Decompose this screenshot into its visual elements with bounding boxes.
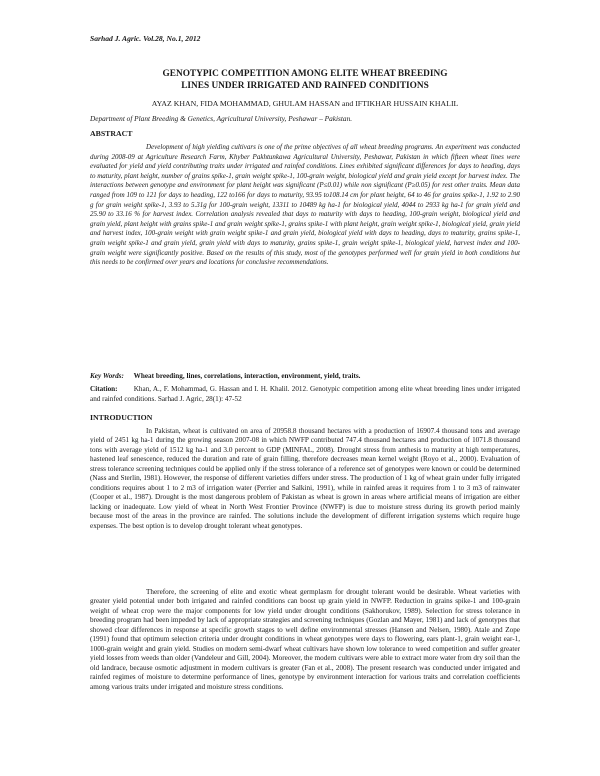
journal-header: Sarhad J. Agric. Vol.28, No.1, 2012 (90, 34, 201, 43)
abstract-body: Development of high yielding cultivars is one of the prime objectives of all wheat breeding programs. An experiment was conducted during 2008-09 at Agriculture Research Farm, Khyber Pakhtunkawa Agricultural University, Peshawar, Pakistan in which fifteen wheat lines were evaluated for yield and yield contributing traits under irrigated and rainfed conditions. Lines exhibited significant differences for days to heading, days to maturity, plant height, number of grains spike-1, grain weight spike-1, 100-grain weight, biological yield and grain yield except for harvest index. The interactions between genotype and environment for plant height was significant (P≤0.01) while non significant (P≥0.05) for rest other traits. Mean data ranged from 109 to 121 for days to heading, 122 to166 for days to maturity, 93.95 to108.14 cm for plant height, 64 to 46 for grains spike-1, 1.92 to 2.90 g for grain weight spike-1, 3.93 to 5.31g for 100-grain weight, 13311 to 10489 kg ha-1 for biological yield, 4044 to 2933 kg ha-1 for grain yield and 25.90 to 33.16 % for harvest index. Correlation analysis revealed that days to maturity with days to heading, 100-grain weight, biological yield and grain yield, plant height with grains spike-1 and grain weight spike-1, grains spike-1 with plant height, grain weight spike-1, biological yield, grain yield and harvest index, 100-grain weight with grain weight spike-1 and grain yield, biological yield with days to heading, days to maturity, grains spike-1, grain weight spike-1 and grain yield, grain yield with days to maturity, grains spike-1, grain weight spike-1, biological yield, harvest index and 100-grain weight were significantly positive. Based on the results of this study, most of the genotypes performed well for grain yield in both conditions but this needs to be confirmed over years and locations for conclusive recommendations. (90, 143, 520, 267)
keywords-label: Key Words: (90, 372, 124, 380)
title-line-2: LINES UNDER IRRIGATED AND RAINFED CONDITIONS (181, 81, 429, 91)
abstract-heading: ABSTRACT (90, 129, 133, 138)
introduction-paragraph-1: In Pakistan, wheat is cultivated on area of 20958.8 thousand hectares with a production of 16907.4 thousand tons and average yield of 2451 kg ha-1 during the growing season 2007-08 in which NWFP contributed 747.4 thousand hectares and production of 1071.8 thousand tons with average yield of 1512 kg ha-1 and 3.0 percent to GDP (MINFAL, 2008). Drought stress from anthesis to maturity at high temperatures, hastened leaf senescence, reduced the duration and rate of grain filling, therefore decreases mean kernel weight (Royo et al., 2000). Evaluation of stress tolerance screening techniques could be applied only if the stress tolerance of a reference set of genotypes were known or could be determined (Nass and Sterlin, 1981). However, the response of different varieties differs under stress. The production of 1 kg of wheat grain under fully irrigated conditions requires about 1 to 2 m3 of irrigation water (Perrier and Salkini, 1991), while in rainfed areas it requires from 1 to 3 m3 of rainwater (Cooper et al., 1987). Drought is the most dangerous problem of Pakistan as wheat is grown in areas where artificial means of irrigation are either lacking or inadequate. Low yield of wheat in North West Frontier Province (NWFP) is due to moisture stress during its growth period mainly because most of the areas in the province are rainfed. The solutions include the development of different irrigation systems which require huge expenses. The best option is to develop drought tolerant wheat genotypes. (90, 427, 520, 530)
affiliation: Department of Plant Breeding & Genetics, Agricultural University, Peshawar – Pakistan. (90, 114, 353, 123)
citation-label: Citation: (90, 385, 118, 393)
citation (90, 385, 520, 405)
author-list: AYAZ KHAN, FIDA MOHAMMAD, GHULAM HASSAN and IFTIKHAR HUSSAIN KHALIL (151, 99, 459, 108)
keywords-text: Wheat breeding, lines, correlations, interaction, environment, yield, traits. (133, 372, 361, 380)
paper-title (90, 68, 520, 92)
introduction-heading: INTRODUCTION (90, 413, 153, 422)
title-line-1: GENOTYPIC COMPETITION AMONG ELITE WHEAT BREEDING (162, 69, 448, 79)
introduction-paragraph-2: Therefore, the screening of elite and exotic wheat germplasm for drought tolerant would be desirable. Wheat varieties with greater yield potential under both irrigated and rainfed conditions can boost up grain yield in NWFP. Reduction in grains spike-1 and 100-grain weight of wheat crop were the major components for low yield under drought conditions (Sakhorukov, 1989). Selection for stress tolerance in breeding program had been impeded by lack of appropriate strategies and screening techniques (Gozlan and Mayer, 1981) and lack of genotypes that showed clear differences in response at specific growth stages to well define environmental stresses (Hansen and Nelsen, 1980). Atale and Zope (1991) found that optimum selection criteria under drought conditions in wheat genotypes were days to flowering, ears plant-1, grain weight ear-1, 1000-grain weight and grain yield. Studies on modern semi-dwarf wheat cultivars have shown low tolerance to weed competition and suffer greater yield losses from weeds than older (Vandeleur and Gill, 2004). Moreover, the modern cultivars were able to extract more water from dry soil than the old landrace, because osmotic adjustment in modern cultivars is greater (Fan et al., 2008). The present research was conducted under irrigated and rainfed regimes of moisture to determine performance of lines, genotype by environment interaction for various traits and correlation coefficients among various traits under irrigated and moisture stress conditions. (90, 588, 520, 691)
citation-text: Khan, A., F. Mohammad, G. Hassan and I. H. Khalil. 2012. Genotypic competition among elite wheat breeding lines under irrigated and rainfed conditions. Sarhad J. Agric, 28(1): 47-52 (90, 385, 521, 403)
keywords (90, 371, 520, 381)
